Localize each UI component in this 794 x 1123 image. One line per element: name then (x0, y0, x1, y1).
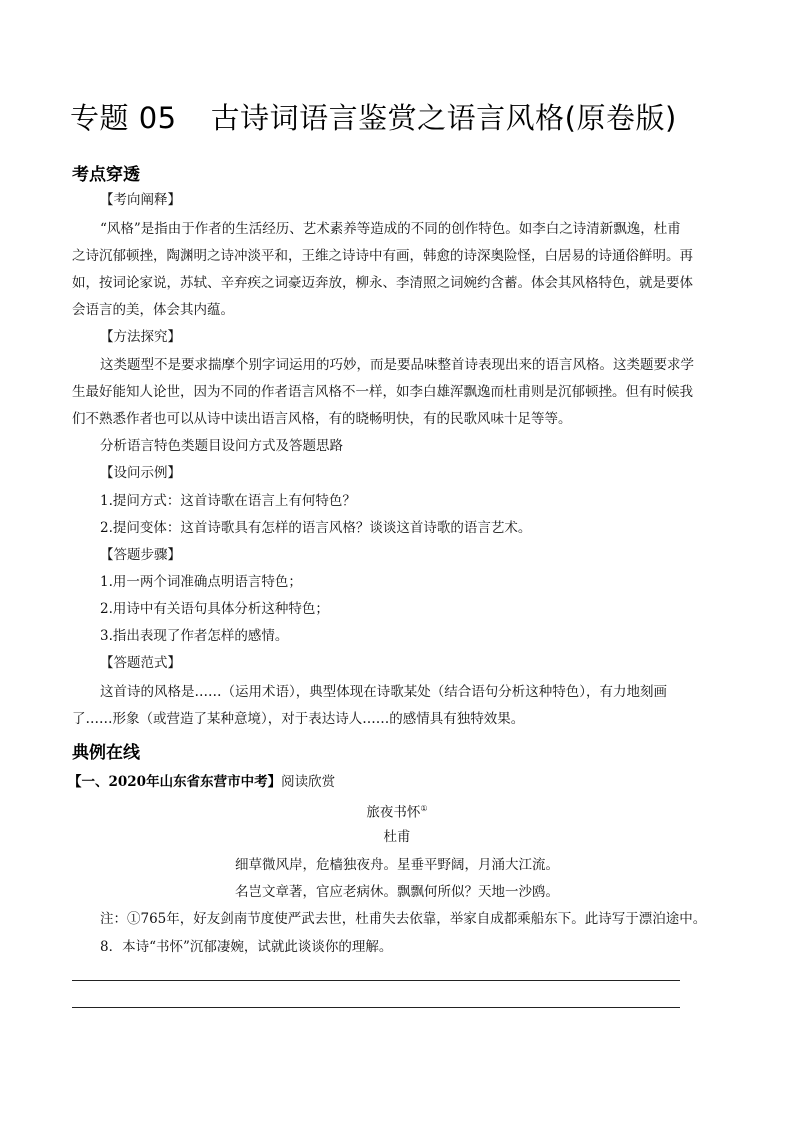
fanshi-line-1: 这首诗的风格是……（运用术语），典型体现在诗歌某处（结合语句分析这种特色），有力地刻画 (100, 684, 667, 700)
title-main: 古诗词语言鉴赏之语言风格(原卷版) (210, 101, 677, 135)
poem-author: 杜甫 (383, 829, 411, 845)
fanshi-line-2: 了……形象（或营造了某种意境），对于表达诗人……的感情具有独特效果。 (72, 711, 525, 727)
fangfa-line-1: 这类题型不是要求揣摩个别字词运用的巧妙，而是要品味整首诗表现出来的语言风格。这类题要求学 (100, 357, 694, 373)
subheading-shewen: 【设问示例】 (100, 465, 181, 481)
page-title (70, 96, 750, 137)
answer-line-2[interactable] (72, 1007, 680, 1008)
kaoxiang-line-1: “风格”是指由于作者的生活经历、艺术素养等造成的不同的创作特色。如李白之诗清新飘逸，杜甫 (100, 221, 681, 237)
kaoxiang-line-3: 如，按词论家说，苏轼、辛弃疾之词豪迈奔放，柳永、李清照之词婉约含蓄。体会其风格特色，就是要体 (72, 275, 693, 291)
question-8: 8．本诗“书怀”沉郁凄婉，试就此谈谈你的理解。 (100, 939, 393, 955)
buzhou-item-2: 2.用诗中有关语句具体分析这种特色； (100, 601, 329, 617)
fangfa-line-4: 分析语言特色类题目设问方式及答题思路 (100, 438, 343, 454)
fangfa-line-3: 们不熟悉作者也可以从诗中读出语言风格，有的晓畅明快，有的民歌风味十足等等。 (72, 411, 572, 427)
footnote-marker: ① (420, 804, 428, 813)
example-header (68, 773, 718, 791)
title-prefix: 专题 05 (70, 101, 177, 135)
kaoxiang-line-4: 会语言的美，体会其内蕴。 (72, 302, 234, 318)
fangfa-line-2: 生最好能知人论世，因为不同的作者语言风格不一样，如李白雄浑飘逸而杜甫则是沉郁顿挫。但有时候我 (72, 384, 693, 400)
buzhou-item-1: 1.用一两个词准确点明语言特色； (100, 574, 302, 590)
subheading-fangfa: 【方法探究】 (100, 329, 181, 345)
answer-line-1[interactable] (72, 980, 680, 981)
section-heading-dianli: 典例在线 (72, 743, 140, 763)
poem-note: 注：①765年，好友剑南节度使严武去世，杜甫失去依靠，举家自成都乘船东下。此诗写于漂泊途中。 (100, 911, 707, 927)
section-heading-kaodian: 考点穿透 (72, 165, 140, 185)
subheading-buzhou: 【答题步骤】 (100, 547, 181, 563)
shewen-item-1: 1.提问方式：这首诗歌在语言上有何特色？ (100, 493, 356, 509)
poem-line-1: 细草微风岸，危樯独夜舟。星垂平野阔，月涌大江流。 (235, 857, 559, 873)
buzhou-item-3: 3.指出表现了作者怎样的感情。 (100, 628, 289, 644)
kaoxiang-line-2: 之诗沉郁顿挫，陶渊明之诗冲淡平和，王维之诗诗中有画，韩愈的诗深奥险怪，白居易的诗通俗鲜明。再 (72, 248, 693, 264)
poem-title (0, 800, 794, 822)
poem-title-text: 旅夜书怀 (366, 804, 421, 821)
exam-source-tag: 【一、2020年山东省东营市中考】 (68, 774, 282, 790)
subheading-fanshi: 【答题范式】 (100, 655, 181, 671)
poem-line-2: 名岂文章著，官应老病休。飘飘何所似？天地一沙鸥。 (235, 884, 559, 900)
shewen-item-2: 2.提问变体：这首诗歌具有怎样的语言风格？谈谈这首诗歌的语言艺术。 (100, 520, 532, 536)
subheading-kaoxiang: 【考向阐释】 (100, 192, 181, 208)
exam-intro: 阅读欣赏 (281, 774, 336, 790)
